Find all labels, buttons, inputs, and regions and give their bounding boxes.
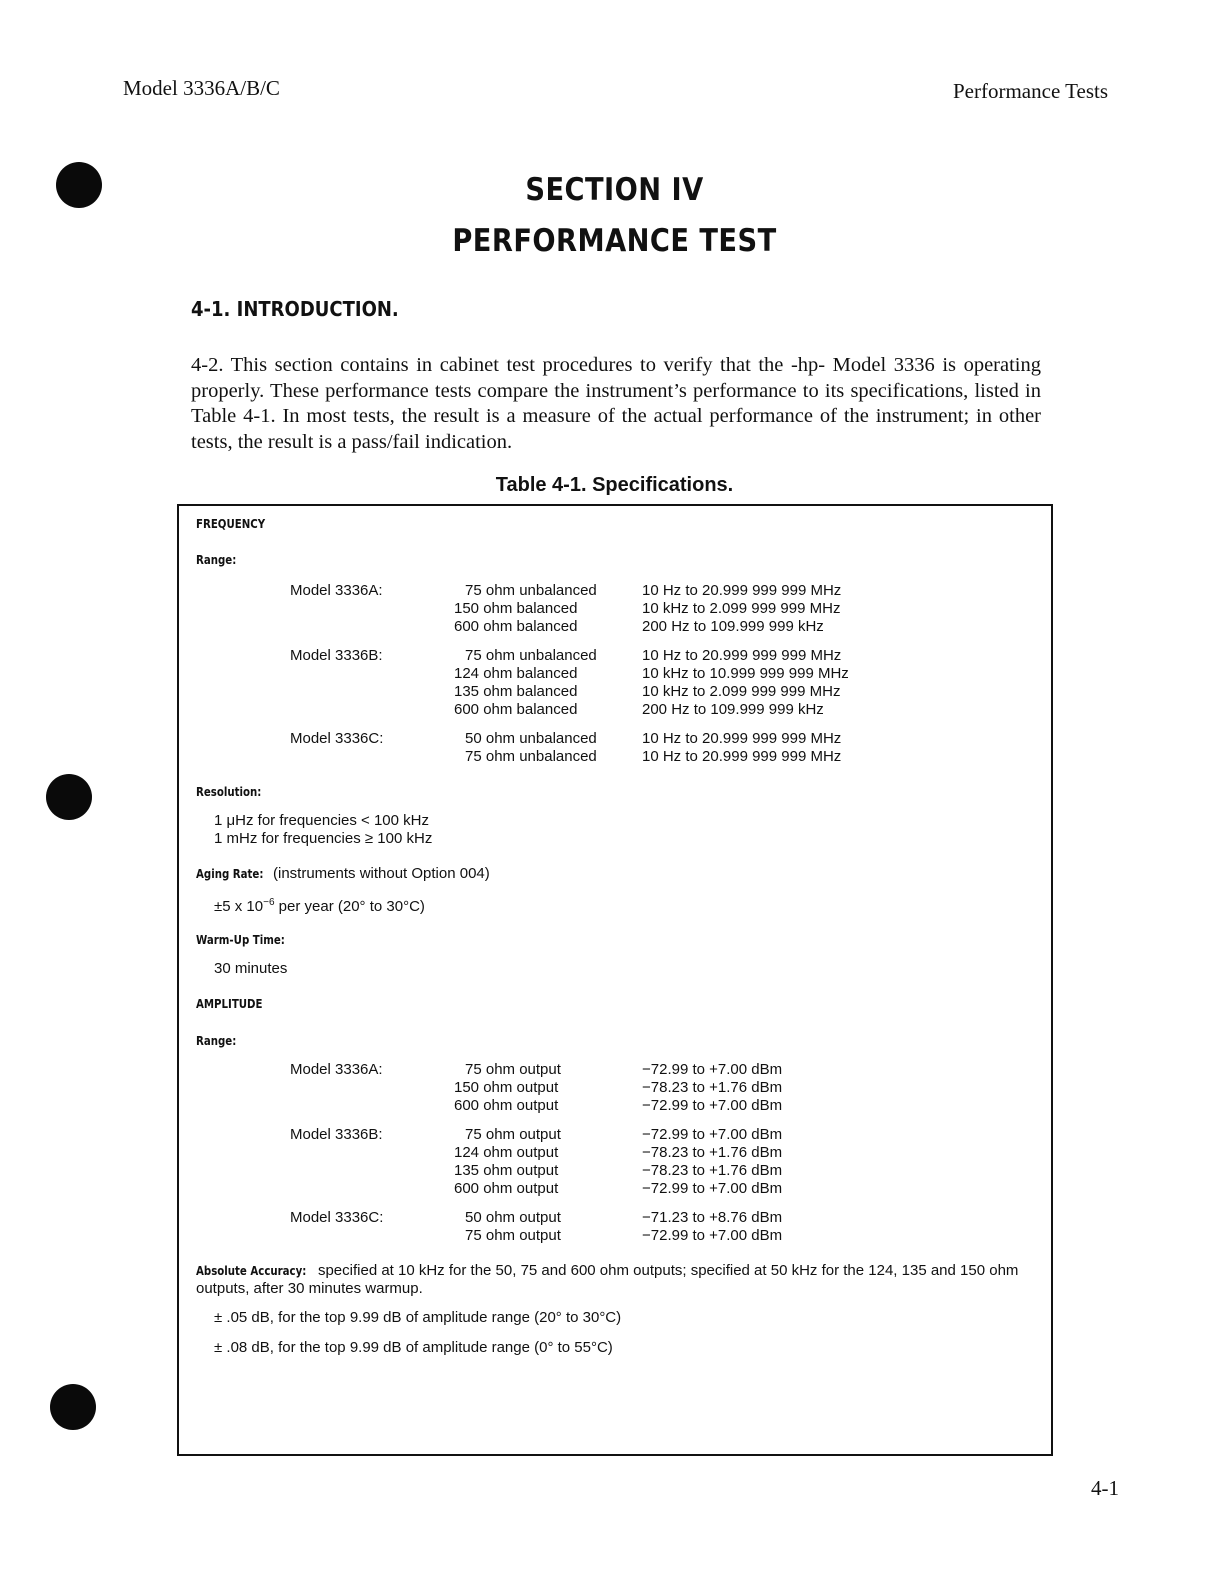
amp-model-label: Model 3336C: [290, 1209, 384, 1226]
freq-model-label: Model 3336B: [290, 647, 383, 664]
amp-range-value: −72.99 to +7.00 dBm [642, 1126, 783, 1143]
freq-impedance: 124 ohm balanced [454, 665, 578, 682]
amp-output: 600 ohm output [454, 1180, 559, 1197]
intro-paragraph: 4-2. This section contains in cabinet test procedures to verify that the -hp- Model 3336 is operating properly. These performance tests compare the instrument’s performance to its specifications, listed in Table 4-1. In most tests, the result is a measure of the actual performance of the instrument; in other tests, the result is a pass/fail indication. [191, 354, 1041, 453]
freq-impedance: 75 ohm unbalanced [465, 582, 597, 599]
accuracy-line: ± .05 dB, for the top 9.99 dB of amplitude range (20° to 30°C) [214, 1309, 622, 1326]
amp-output: 124 ohm output [454, 1144, 559, 1161]
resolution-label: Resolution: [196, 785, 262, 799]
amplitude-range-label: Range: [196, 1034, 237, 1048]
amp-output: 150 ohm output [454, 1079, 559, 1096]
freq-impedance: 600 ohm balanced [454, 701, 578, 718]
freq-model-label: Model 3336C: [290, 730, 384, 747]
warmup-value: 30 minutes [214, 960, 288, 977]
freq-range-value: 200 Hz to 109.999 999 kHz [642, 701, 824, 718]
header-section-name: Performance Tests [952, 79, 1108, 103]
amp-output: 75 ohm output [465, 1126, 561, 1143]
binder-hole-middle [46, 774, 92, 820]
freq-impedance: 75 ohm unbalanced [465, 647, 597, 664]
header-model: Model 3336A/B/C [123, 76, 280, 100]
amp-range-value: −72.99 to +7.00 dBm [642, 1097, 783, 1114]
amp-range-value: −78.23 to +1.76 dBm [642, 1144, 783, 1161]
freq-range-value: 10 Hz to 20.999 999 999 MHz [642, 730, 842, 747]
freq-range-value: 10 kHz to 2.099 999 999 MHz [642, 683, 841, 700]
freq-range-value: 200 Hz to 109.999 999 kHz [642, 618, 824, 635]
amp-output: 50 ohm output [465, 1209, 561, 1226]
freq-impedance: 75 ohm unbalanced [465, 748, 597, 765]
amp-range-value: −71.23 to +8.76 dBm [642, 1209, 783, 1226]
resolution-line: 1 mHz for frequencies ≥ 100 kHz [214, 830, 433, 847]
page-number: 4-1 [1091, 1476, 1119, 1500]
accuracy-line: ± .08 dB, for the top 9.99 dB of amplitude range (0° to 55°C) [214, 1339, 613, 1356]
amplitude-heading: AMPLITUDE [196, 997, 263, 1011]
absolute-accuracy-label: Absolute Accuracy: [196, 1264, 307, 1278]
amp-model-label: Model 3336B: [290, 1126, 383, 1143]
freq-model-label: Model 3336A: [290, 582, 383, 599]
aging-value: ±5 x $10^{-6}$ per year (20° to 30°C) [214, 897, 425, 915]
amp-range-value: −72.99 to +7.00 dBm [642, 1061, 783, 1078]
amp-range-value: −78.23 to +1.76 dBm [642, 1162, 783, 1179]
freq-range-value: 10 kHz to 10.999 999 999 MHz [642, 665, 849, 682]
specifications-table [177, 504, 1053, 1456]
freq-impedance: 600 ohm balanced [454, 618, 578, 635]
amp-range-value: −78.23 to +1.76 dBm [642, 1079, 783, 1096]
aging-rate-label: Aging Rate: [196, 867, 264, 881]
aging-note: (instruments without Option 004) [273, 865, 490, 882]
freq-range-value: 10 Hz to 20.999 999 999 MHz [642, 748, 842, 765]
resolution-line: 1 μHz for frequencies < 100 kHz [214, 812, 429, 829]
absolute-accuracy [196, 1262, 1041, 1298]
amp-output: 135 ohm output [454, 1162, 559, 1179]
frequency-range-label: Range: [196, 553, 237, 567]
amp-output: 600 ohm output [454, 1097, 559, 1114]
table-caption: Table 4-1. Specifications. [495, 474, 734, 496]
freq-range-value: 10 Hz to 20.999 999 999 MHz [642, 647, 842, 664]
amp-range-value: −72.99 to +7.00 dBm [642, 1227, 783, 1244]
section-number: SECTION IV [525, 172, 704, 208]
frequency-heading: FREQUENCY [196, 517, 266, 531]
freq-impedance: 50 ohm unbalanced [465, 730, 597, 747]
binder-hole-bottom [50, 1384, 96, 1430]
amp-output: 75 ohm output [465, 1227, 561, 1244]
freq-impedance: 135 ohm balanced [454, 683, 578, 700]
amp-model-label: Model 3336A: [290, 1061, 383, 1078]
amp-range-value: −72.99 to +7.00 dBm [642, 1180, 783, 1197]
freq-range-value: 10 kHz to 2.099 999 999 MHz [642, 600, 841, 617]
intro-heading: 4-1. INTRODUCTION. [191, 297, 399, 321]
absolute-accuracy-text: specified at 10 kHz for the 50, 75 and 600 ohm outputs; specified at 50 kHz for the 124, 135 and 150 ohm outputs, after 30 minutes warmup. [196, 1262, 1019, 1297]
amp-output: 75 ohm output [465, 1061, 561, 1078]
freq-impedance: 150 ohm balanced [454, 600, 578, 617]
freq-range-value: 10 Hz to 20.999 999 999 MHz [642, 582, 842, 599]
section-title: PERFORMANCE TEST [452, 223, 777, 259]
warmup-label: Warm-Up Time: [196, 933, 285, 947]
